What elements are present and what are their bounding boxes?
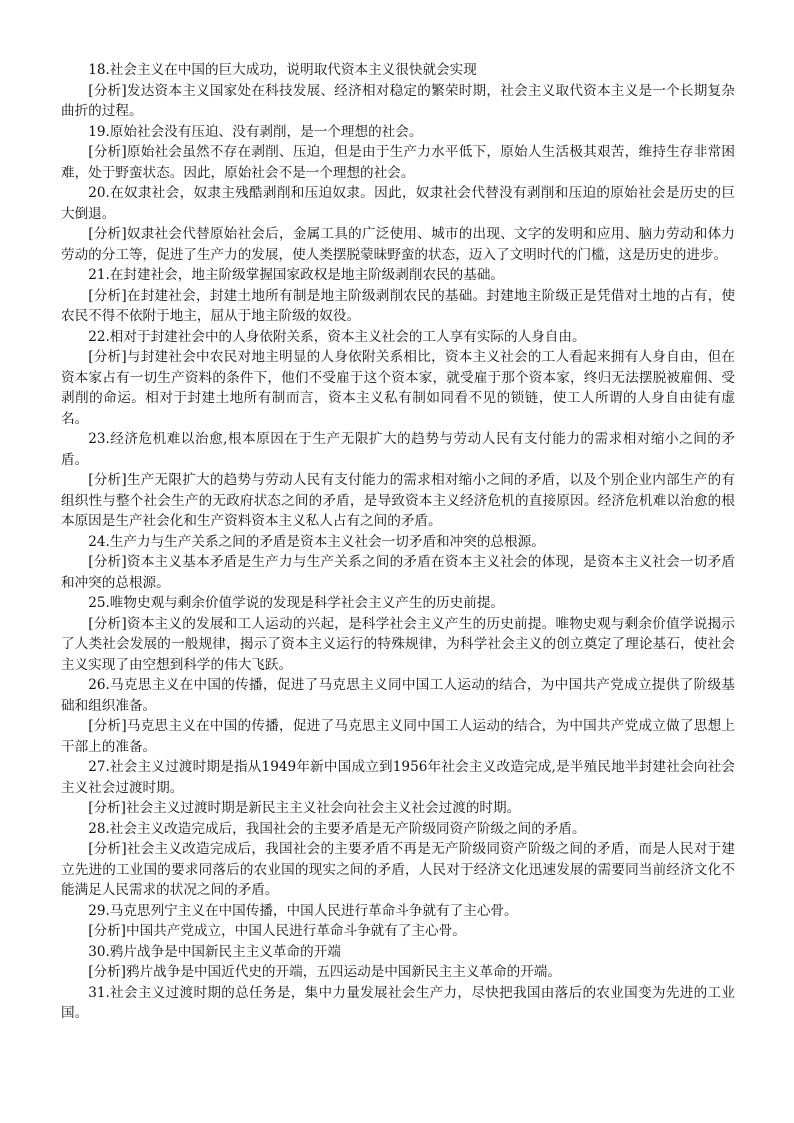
statement-27: 27.社会主义过渡时期是指从1949年新中国成立到1956年社会主义改造完成,是半殖民地半封建社会向社会主义社会过渡时期。: [61, 759, 735, 796]
document-body: [61, 60, 735, 1024]
analysis-20: [分析]奴隶社会代替原始社会后，金属工具的广泛使用、城市的出现、文字的发明和应用、脑力劳动和体力劳动的分工等，促进了生产力的发展，使人类摆脱蒙昧野蛮的状态，迈入了文明时代的门槛，这是历史的进步。: [61, 226, 735, 263]
analysis-26: [分析]马克思主义在中国的传播，促进了马克思主义同中国工人运动的结合，为中国共产党成立做了思想上干部上的准备。: [61, 718, 735, 755]
analysis-28: [分析]社会主义改造完成后，我国社会的主要矛盾不再是无产阶级同资产阶级之间的矛盾，而是人民对于建立先进的工业国的要求同落后的农业国的现实之间的矛盾，人民对于经济文化迅速发展的需要同当前经济文化不能满足人民需求的状况之间的矛盾。: [61, 841, 735, 898]
statement-25: 25.唯物史观与剩余价值学说的发现是科学社会主义产生的历史前提。: [88, 595, 505, 611]
analysis-25: [分析]资本主义的发展和工人运动的兴起，是科学社会主义产生的历史前提。唯物史观与剩余价值学说揭示了人类社会发展的一般规律，揭示了资本主义运行的特殊规律，为科学社会主义的创立奠定了理论基石，使社会主义实现了由空想到科学的伟大飞跃。: [61, 615, 735, 673]
analysis-19: [分析]原始社会虽然不存在剥削、压迫，但是由于生产力水平低下，原始人生活极其艰苦，维持生存非常困难，处于野蛮状态。因此，原始社会不是一个理想的社会。: [61, 144, 735, 181]
statement-21: 21.在封建社会，地主阶级掌握国家政权是地主阶级剥削农民的基础。: [88, 267, 505, 283]
analysis-29: [分析]中国共产党成立，中国人民进行革命斗争就有了主心骨。: [88, 923, 466, 939]
statement-30: 30.鸦片战争是中国新民主主义革命的开端: [88, 943, 341, 960]
statement-28: 28.社会主义改造完成后，我国社会的主要矛盾是无产阶级同资产阶级之间的矛盾。: [88, 820, 586, 837]
statement-31: 31.社会主义过渡时期的总任务是，集中力量发展社会生产力，尽快把我国由落后的农业国变为先进的工业国。: [61, 984, 735, 1021]
statement-18: 18.社会主义在中国的巨大成功，说明取代资本主义很快就会实现: [88, 62, 477, 78]
analysis-30: [分析]鸦片战争是中国近代史的开端，五四运动是中国新民主主义革命的开端。: [88, 964, 561, 980]
statement-29: 29.马克思列宁主义在中国传播，中国人民进行革命斗争就有了主心骨。: [88, 902, 518, 919]
analysis-27: [分析]社会主义过渡时期是新民主主义社会向社会主义社会过渡的时期。: [88, 800, 521, 816]
analysis-22: [分析]与封建社会中农民对地主明显的人身依附关系相比，资本主义社会的工人看起来拥有人身自由，但在资本家占有一切生产资料的条件下，他们不受雇于这个资本家，就受雇于那个资本家，终归无法摆脱被雇佣、受剥削的命运。相对于封建土地所有制而言，资本主义私有制如同看不见的锁链，使工人所谓的人身自由徒有虚名。: [61, 349, 735, 427]
analysis-24: [分析]资本主义基本矛盾是生产力与生产关系之间的矛盾在资本主义社会的体现，是资本主义社会一切矛盾和冲突的总根源。: [61, 554, 735, 591]
statement-20: 20.在奴隶社会，奴隶主残酷剥削和压迫奴隶。因此，奴隶社会代替没有剥削和压迫的原始社会是历史的巨大倒退。: [61, 185, 735, 222]
analysis-21: [分析]在封建社会，封建土地所有制是地主阶级剥削农民的基础。封建地主阶级正是凭借对土地的占有，使农民不得不依附于地主，屈从于地主阶级的奴役。: [61, 287, 735, 324]
analysis-23: [分析]生产无限扩大的趋势与劳动人民有支付能力的需求相对缩小之间的矛盾，以及个别企业内部生产的有组织性与整个社会生产的无政府状态之间的矛盾，是导致资本主义经济危机的直接原因。经济危机难以治愈的根本原因是生产社会化和生产资料资本主义私人占有之间的矛盾。: [61, 472, 735, 529]
statement-19: 19.原始社会没有压迫、没有剥削，是一个理想的社会。: [88, 123, 423, 140]
statement-23: 23.经济危机难以治愈,根本原因在于生产无限扩大的趋势与劳动人民有支付能力的需求相对缩小之间的矛盾。: [61, 431, 735, 468]
statement-26: 26.马克思主义在中国的传播，促进了马克思主义同中国工人运动的结合，为中国共产党成立提供了阶级基础和组织准备。: [61, 677, 735, 714]
statement-24: 24.生产力与生产关系之间的矛盾是资本主义社会一切矛盾和冲突的总根源。: [88, 533, 545, 550]
analysis-18: [分析]发达资本主义国家处在科技发展、经济相对稳定的繁荣时期，社会主义取代资本主义是一个长期复杂曲折的过程。: [61, 82, 735, 119]
statement-22: 22.相对于封建社会中的人身依附关系，资本主义社会的工人享有实际的人身自由。: [88, 328, 586, 345]
